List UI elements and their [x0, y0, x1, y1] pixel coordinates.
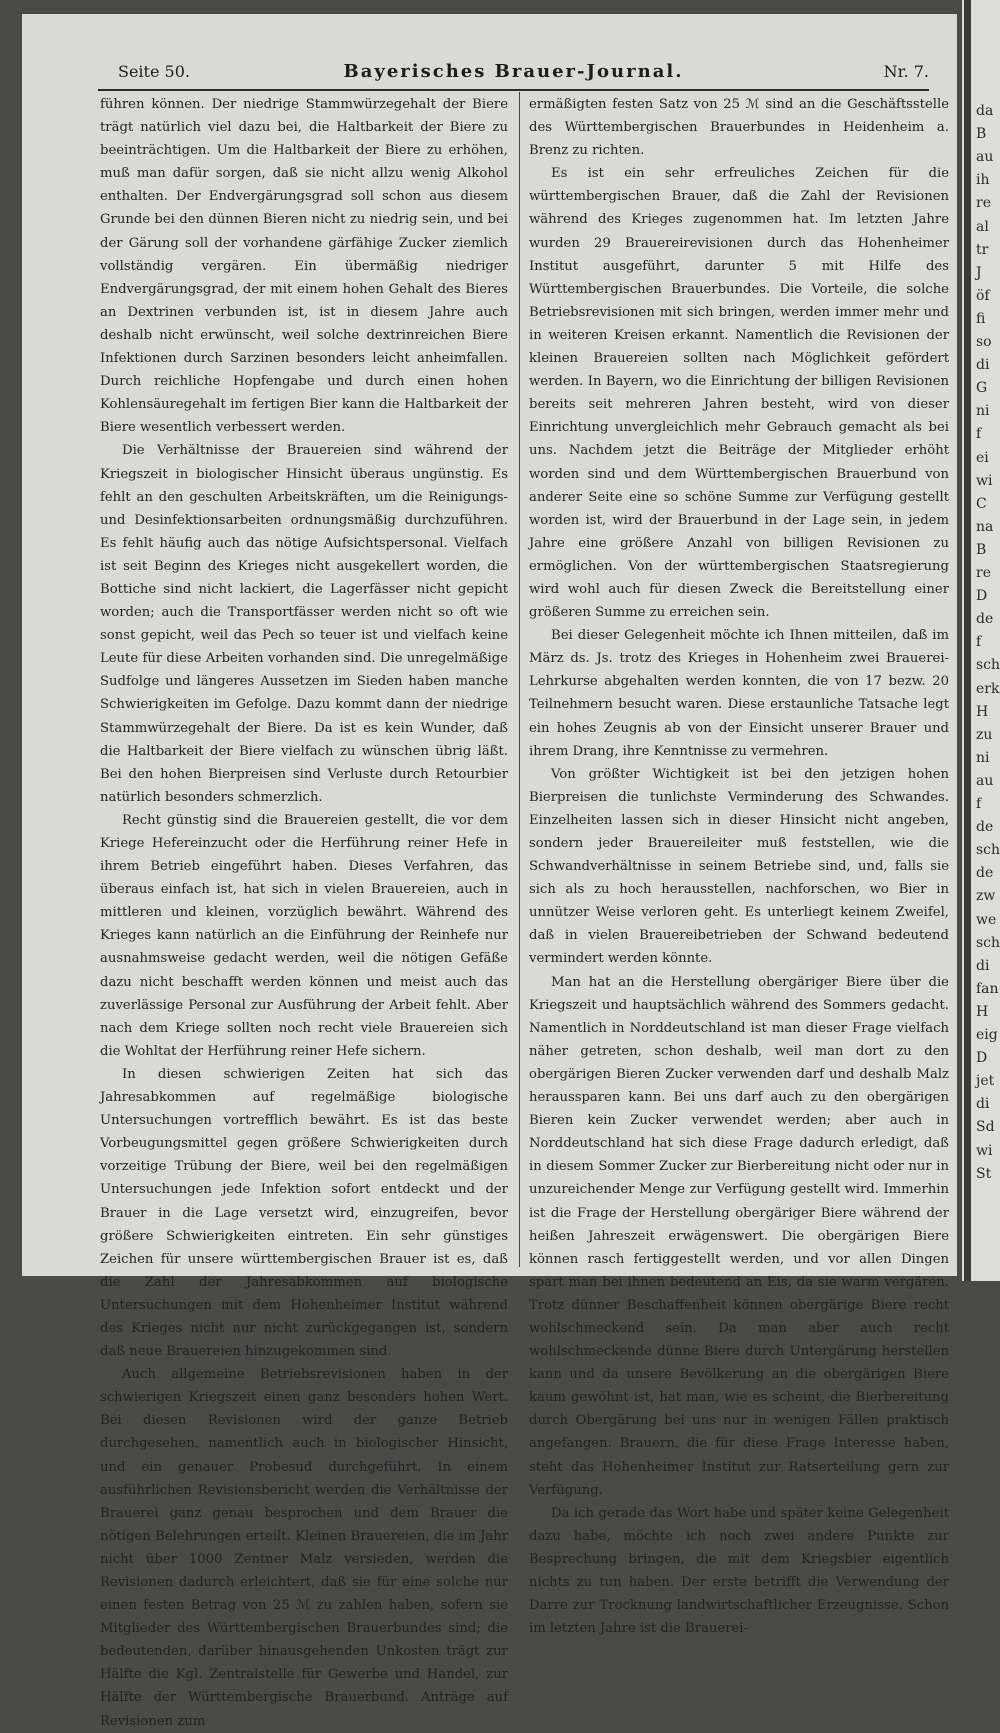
next-page-fragment: wi	[976, 1142, 993, 1159]
paragraph: Recht günstig sind die Brauereien gestellt, die vor dem Kriege Hefereinzucht oder die Herführung reiner Hefe in ihrem Betrieb eingeführt haben. Dieses Verfahren, das überaus einfach ist, hat sich in vielen Brauereien, auch in mittleren und kleinen, vorzüglich bewährt. Während des Krieges kann natürlich an die Einführung der Reinhefe nur ausnahmsweise gedacht werden, weil die nötigen Gefäße dazu nicht beschafft werden können und meist auch das zuverlässige Personal zur Ausführung der Arbeit fehlt. Aber nach dem Kriege sollten noch recht viele Brauereien sich die Wohltat der Herführung reiner Hefe sichern.	[100, 812, 508, 1059]
next-page-fragment: f	[976, 426, 982, 443]
next-page-fragment: da	[976, 103, 994, 119]
next-page-fragment: fan	[976, 980, 999, 997]
page-number: Seite 50.	[118, 62, 190, 81]
next-page-fragment: G	[976, 380, 988, 397]
next-page-fragment: ni	[976, 749, 990, 766]
paragraph: Da ich gerade das Wort habe und später keine Gelegenheit dazu habe, möchte ich noch zwei andere Punkte zur Besprechung bringen, die mit dem Kriegsbier eigentlich nichts zu tun haben. Der erste betrifft die Verwendung der Darre zur Trocknung landwirtschaftlicher Erzeugnisse. Schon im letzten Jahre ist die Brauerei-	[529, 1505, 949, 1637]
journal-title: Bayerisches Brauer-Journal.	[343, 61, 684, 82]
next-page-fragment: jet	[976, 1073, 995, 1090]
paragraph: In diesen schwierigen Zeiten hat sich das Jahresabkommen auf regelmäßige biologische Untersuchungen vortrefflich bewährt. Es ist das beste Vorbeugungsmittel gegen größere Schwierigkeiten durch vorzeitige Trübung der Biere, weil bei den regelmäßigen Untersuchungen jede Infektion sofort entdeckt und der Brauer in die Lage versetzt wird, einzugreifen, bevor größere Schwierigkeiten eintreten. Ein sehr günstiges Zeichen für unsere württembergischen Brauer ist es, daß die Zahl der Jahresabkommen auf biologische Untersuchungen mit dem Hohenheimer Institut während des Krieges nicht nur nicht zurückgegangen ist, sondern daß neue Brauereien hinzugekommen sind.	[100, 1066, 508, 1360]
next-page-fragment: zw	[976, 888, 996, 905]
header-rule	[98, 89, 929, 91]
column-divider	[519, 92, 520, 1267]
next-page-fragment: tr	[976, 241, 989, 258]
paragraph: Von größter Wichtigkeit ist bei den jetzigen hohen Bierpreisen die tunlichste Verminderung des Schwandes. Einzelheiten lassen sich in dieser Hinsicht nicht angeben, sondern jeder Brauereileiter muß feststellen, wie die Schwandverhältnisse in seinem Betriebe sind, und, falls sie sich als zu hoch herausstellen, nachforschen, wo Bier in unnützer Weise verloren geht. Es unterliegt keinem Zweifel, daß in vielen Brauereibetrieben der Schwand bedeutend vermindert werden könnte.	[529, 766, 949, 967]
next-page-fragment: B	[976, 541, 987, 558]
next-page-fragment: ni	[976, 403, 990, 420]
paragraph: führen können. Der niedrige Stammwürzegehalt der Biere trägt natürlich viel dazu bei, die Haltbarkeit der Biere zu beeinträchtigen. Um die Haltbarkeit der Biere zu erhöhen, muß man dafür sorgen, daß sie nicht allzu wenig Alkohol enthalten. Der Endvergärungsgrad soll schon aus diesem Grunde bei den dünnen Bieren nicht zu niedrig sein, und bei der Gärung soll der vorhandene gärfähige Zucker ziemlich vollständig vergären. Ein übermäßig niedriger Endvergärungsgrad, der mit einem hohen Gehalt des Bieres an Dextrinen verbunden ist, ist in diesem Jahre auch deshalb nicht erwünscht, weil solche dextrinreichen Biere Infektionen durch Sarzinen besonders leicht anheimfallen. Durch reichliche Hopfengabe und durch einen hohen Kohlensäuregehalt im fertigen Bier kann die Haltbarkeit der Biere wesentlich verbessert werden.	[100, 97, 508, 436]
next-page-fragment: D	[976, 1050, 988, 1067]
next-page-fragment: ei	[976, 449, 989, 466]
right-column	[529, 93, 949, 1640]
next-page-fragment: ih	[976, 172, 990, 189]
next-page-fragment: wi	[976, 472, 993, 489]
page-header	[98, 62, 929, 88]
paragraph: Man hat an die Herstellung obergäriger Biere über die Kriegszeit und hauptsächlich während des Sommers gedacht. Namentlich in Norddeutschland ist man dieser Frage vielfach näher getreten, schon deshalb, weil man dort zu den obergärigen Bieren Zucker verwenden darf und deshalb Malz heraussparen kann. Bei uns darf auch zu den obergärigen Bieren kein Zucker verwendet werden; aber auch in Norddeutschland hat sich diese Frage dadurch erledigt, daß in diesem Sommer Zucker zur Bierbereitung nicht oder nur in unzureichender Menge zur Verfügung gestellt wird. Immerhin ist die Frage der Herstellung obergäriger Biere während der heißen Jahreszeit erwägenswert. Die obergärigen Biere können rasch fertiggestellt werden, und vor allen Dingen spart man bei ihnen bedeutend an Eis, da sie warm vergären. Trotz dünner Beschaffenheit können obergärige Biere recht wohlschmeckend sein. Da man aber auch recht wohlschmeckende dünne Biere durch Untergärung herstellen kann und da unsere Bevölkerung an die obergärigen Biere kaum gewöhnt ist, hat man, wie es scheint, die Bierbereitung durch Obergärung bei uns nur in wenigen Fällen praktisch angefangen. Brauern, die für diese Frage Interesse haben, steht das Hohenheimer Institut zur Ratserteilung gern zur Verfügung.	[529, 974, 949, 1498]
next-page-fragment: we	[976, 911, 997, 928]
next-page-fragment: C	[976, 495, 987, 512]
next-page-fragment: al	[976, 218, 989, 235]
next-page-fragment: de	[976, 865, 994, 882]
next-page-fragment: H	[976, 1003, 989, 1020]
next-page-fragment: au	[976, 772, 994, 789]
next-page-fragment: Sd	[976, 1119, 995, 1136]
next-page-fragment: sch	[976, 934, 1000, 951]
paragraph: ermäßigten festen Satz von 25 ℳ sind an die Geschäftsstelle des Württembergischen Brauerbundes in Heidenheim a. Brenz zu richten.	[529, 97, 949, 159]
next-page-edge	[962, 0, 1000, 1281]
next-page-fragment: na	[976, 518, 994, 535]
next-page-fragment: sch	[976, 657, 1000, 674]
left-column	[100, 93, 508, 1733]
next-page-fragment: H	[976, 703, 989, 720]
next-page-fragment: erk	[976, 680, 1000, 697]
next-page-fragment: sch	[976, 842, 1000, 859]
next-page-fragment: re	[976, 565, 991, 581]
next-page-fragment: eig	[976, 1027, 998, 1043]
next-page-fragment: so	[976, 334, 992, 350]
next-page-fragment: J	[976, 264, 982, 281]
next-page-fragment: f	[976, 796, 982, 812]
paragraph: Es ist ein sehr erfreuliches Zeichen für die württembergischen Brauer, daß die Zahl der Revisionen während des Krieges zugenommen hat. Im letzten Jahre wurden 29 Brauereirevisionen durch das Hohenheimer Institut ausgeführt, darunter 5 mit Hilfe des Württembergischen Brauerbundes. Die Vorteile, die solche Betriebsrevisionen mit sich bringen, werden immer mehr und in weiteren Kreisen erkannt. Namentlich die Revisionen der kleinen Brauereien sollten nach Möglichkeit gefördert werden. In Bayern, wo die Einrichtung der billigen Revisionen bereits seit mehreren Jahren besteht, wird von dieser Einrichtung unvergleichlich mehr Gebrauch gemacht als bei uns. Nachdem jetzt die Beiträge der Mitglieder erhöht worden sind und dem Württembergischen Brauerbund von anderer Seite eine so schöne Summe zur Verfügung gestellt worden ist, wird der Brauerbund in der Lage sein, in jedem Jahre eine größere Anzahl von billigen Revisionen zu ermöglichen. Von der württembergischen Staatsregierung wird wohl auch für diesen Zweck die Bereitstellung einer größeren Summe zu erreichen sein.	[529, 166, 949, 621]
page-gutter	[964, 0, 971, 1281]
next-page-fragment: St	[976, 1165, 992, 1182]
next-page-fragment: au	[976, 149, 994, 166]
next-page-fragment: di	[976, 1096, 990, 1113]
next-page-fragment: di	[976, 357, 990, 374]
next-page-fragment: fi	[976, 310, 986, 327]
next-page-fragment: öf	[976, 287, 990, 304]
next-page-fragment: de	[976, 819, 994, 836]
next-page-fragment: D	[976, 588, 988, 605]
next-page-fragment: B	[976, 126, 987, 143]
newspaper-page	[22, 14, 957, 1729]
next-page-fragment: zu	[976, 726, 993, 743]
next-page-fragment: de	[976, 611, 994, 628]
issue-number: Nr. 7.	[883, 62, 929, 81]
next-page-fragment: re	[976, 195, 991, 212]
next-page-fragment: di	[976, 957, 990, 974]
paragraph: Auch allgemeine Betriebsrevisionen haben in der schwierigen Kriegszeit einen ganz besonders hohen Wert. Bei diesen Revisionen wird der ganze Betrieb durchgesehen, namentlich auch in biologischer Hinsicht, und ein genauer Probesud durchgeführt. In einem ausführlichen Revisionsbericht werden die Verhältnisse der Brauerei ganz genau besprochen und dem Brauer die nötigen Belehrungen erteilt. Kleinen Brauereien, die im Jahr nicht über 1000 Zentner Malz versieden, werden die Revisionen dadurch erleichtert, daß sie für eine solche nur einen festen Betrag von 25 ℳ zu zahlen haben, sofern sie Mitglieder des Württembergischen Brauerbundes sind; die bedeutenden, darüber hinausgehenden Unkosten trägt zur Hälfte die Kgl. Zentralstelle für Gewerbe und Handel, zur Hälfte der Württembergische Brauerbund. Anträge auf Revisionen zum	[100, 1367, 508, 1729]
paragraph: Die Verhältnisse der Brauereien sind während der Kriegszeit in biologischer Hinsicht überaus ungünstig. Es fehlt an den geschulten Arbeitskräften, um die Reinigungs- und Desinfektionsarbeiten ordnungsmäßig durchzuführen. Es fehlt häufig auch das nötige Aufsichtspersonal. Vielfach ist seit Beginn des Krieges nicht ausgekellert worden, die Bottiche sind nicht lackiert, die Lagerfässer nicht gepicht worden; auch die Transportfässer werden nicht so oft wie sonst gepicht, weil das Pech so teuer ist und vielfach keine Leute für diese Arbeiten vorhanden sind. Die unregelmäßige Sudfolge und längeres Aussetzen im Sieden haben manche Schwierigkeiten im Gefolge. Dazu kommt dann der niedrige Stammwürzegehalt der Biere. Da ist es kein Wunder, daß die Haltbarkeit der Biere vielfach zu wünschen übrig läßt. Bei den hohen Bierpreisen sind Verluste durch Retourbier natürlich besonders schmerzlich.	[100, 443, 508, 805]
paragraph: Bei dieser Gelegenheit möchte ich Ihnen mitteilen, daß im März ds. Js. trotz des Krieges in Hohenheim zwei Brauerei-Lehrkurse abgehalten werden konnten, die von 17 bezw. 20 Teilnehmern besucht waren. Diese erstaunliche Tatsache legt ein hohes Zeugnis ab von der Einsicht unserer Brauer und ihrem Drang, ihre Kenntnisse zu vermehren.	[529, 628, 949, 759]
next-page-fragment: f	[976, 634, 982, 651]
